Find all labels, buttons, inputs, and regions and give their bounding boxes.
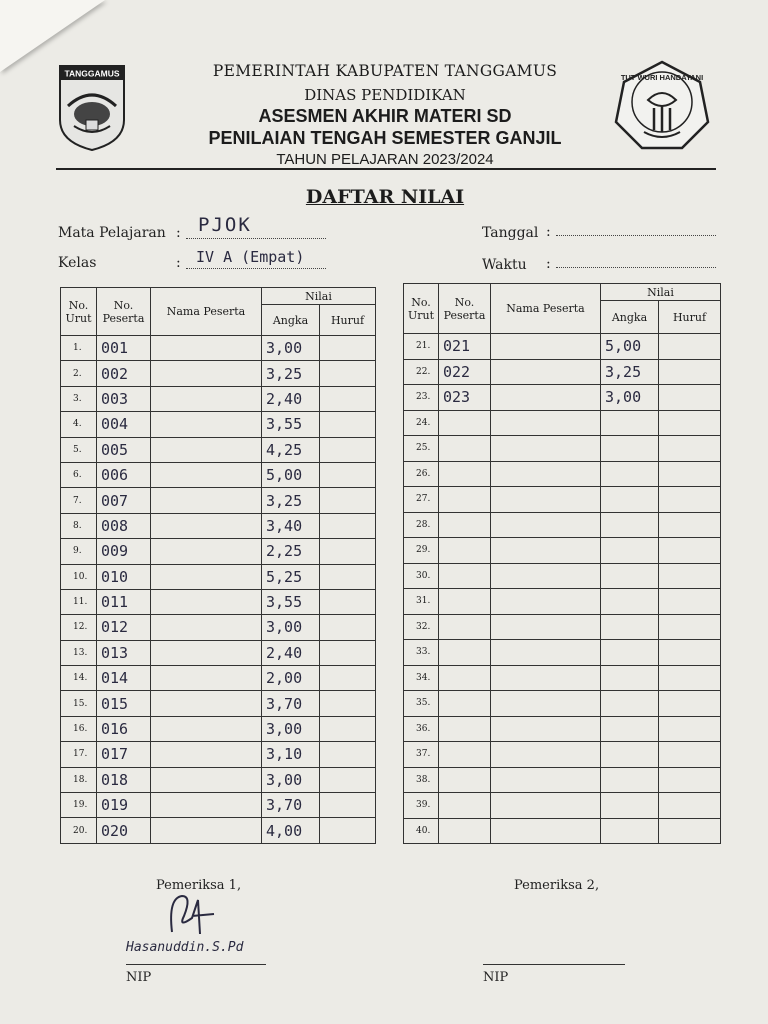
table-row [404,461,721,487]
col-header-no-urut: No. Urut [404,284,439,334]
participant-number: 019 [97,793,151,818]
tanggal-dotted-line [556,235,716,236]
row-number: 7. [61,488,97,513]
score-letter-cell [320,666,376,691]
score-letter-cell [659,436,721,462]
signature-line-2 [483,964,625,965]
participant-name-cell [491,410,601,436]
participant-number [439,487,491,513]
participant-name-cell [491,334,601,360]
col-header-no-peserta: No. Peserta [439,284,491,334]
participant-number: 007 [97,488,151,513]
table-row [404,487,721,513]
score-letter-cell [320,691,376,716]
score-letter-cell [320,767,376,792]
participant-name-cell [151,488,262,513]
signer-1-name: Hasanuddin.S.Pd [126,940,244,955]
participant-name-cell [151,589,262,614]
score-letter-cell [320,615,376,640]
score-letter-cell [659,461,721,487]
participant-number: 015 [97,691,151,716]
participant-name-cell [151,361,262,386]
score-number [601,640,659,666]
participant-name-cell [151,615,262,640]
tut-wuri-handayani-emblem [614,60,710,152]
participant-number [439,512,491,538]
participant-name-cell [491,742,601,768]
score-letter-cell [320,336,376,361]
score-number: 3,40 [262,513,320,538]
row-number: 21. [404,334,439,360]
row-number: 38. [404,767,439,793]
grades-table-left [60,287,376,844]
participant-number [439,589,491,615]
row-number: 14. [61,666,97,691]
score-number: 3,25 [262,488,320,513]
row-number: 22. [404,359,439,385]
participant-number [439,436,491,462]
score-number: 3,00 [262,767,320,792]
score-number: 5,25 [262,564,320,589]
participant-name-cell [491,461,601,487]
score-letter-cell [320,589,376,614]
score-letter-cell [320,462,376,487]
score-number: 3,00 [262,716,320,741]
row-number: 29. [404,538,439,564]
participant-number [439,665,491,691]
participant-number [439,614,491,640]
score-number [601,793,659,819]
score-number: 5,00 [262,462,320,487]
participant-name-cell [491,716,601,742]
participant-number: 009 [97,539,151,564]
participant-number: 001 [97,336,151,361]
table-row [61,716,376,741]
row-number: 34. [404,665,439,691]
table-row [404,563,721,589]
row-number: 10. [61,564,97,589]
row-number: 8. [61,513,97,538]
signature-line-1 [126,964,266,965]
mata-dotted-line [186,238,326,239]
participant-number: 018 [97,767,151,792]
participant-number [439,742,491,768]
participant-name-cell [491,512,601,538]
score-letter-cell [659,614,721,640]
row-number: 26. [404,461,439,487]
score-number [601,818,659,844]
table-row [404,538,721,564]
participant-name-cell [491,589,601,615]
participant-number [439,461,491,487]
participant-number [439,716,491,742]
score-number [601,410,659,436]
participant-number: 011 [97,589,151,614]
score-letter-cell [320,818,376,843]
page-title: DAFTAR NILAI [305,186,465,208]
participant-name-cell [151,666,262,691]
score-number: 3,25 [601,359,659,385]
table-row [61,589,376,614]
score-number: 3,70 [262,691,320,716]
row-number: 24. [404,410,439,436]
row-number: 11. [61,589,97,614]
row-number: 20. [61,818,97,843]
score-number [601,691,659,717]
participant-name-cell [151,513,262,538]
score-number [601,512,659,538]
kelas-colon: : [176,255,181,271]
participant-number: 010 [97,564,151,589]
col-header-huruf: Huruf [659,301,721,334]
table-row [61,640,376,665]
table-row [61,488,376,513]
grades-table-right [403,283,721,844]
score-letter-cell [659,359,721,385]
table-row [61,818,376,843]
score-letter-cell [320,412,376,437]
col-header-no-urut: No. Urut [61,288,97,336]
participant-name-cell [151,386,262,411]
participant-number: 023 [439,385,491,411]
row-number: 36. [404,716,439,742]
participant-number [439,818,491,844]
participant-number [439,793,491,819]
table-row [61,666,376,691]
table-row [404,716,721,742]
participant-name-cell [151,336,262,361]
participant-number [439,563,491,589]
col-header-no-peserta: No. Peserta [97,288,151,336]
col-header-angka: Angka [262,305,320,336]
waktu-label: Waktu [482,257,527,273]
row-number: 37. [404,742,439,768]
score-number [601,487,659,513]
participant-name-cell [491,614,601,640]
row-number: 4. [61,412,97,437]
nip-label-1: NIP [126,970,152,985]
participant-name-cell [491,793,601,819]
table-row [61,462,376,487]
score-letter-cell [659,640,721,666]
participant-name-cell [491,538,601,564]
kelas-dotted-line [186,268,326,269]
participant-name-cell [151,742,262,767]
table-row [61,564,376,589]
col-header-huruf: Huruf [320,305,376,336]
participant-number: 021 [439,334,491,360]
table-row [61,767,376,792]
participant-number: 008 [97,513,151,538]
score-number: 2,25 [262,539,320,564]
pemeriksa-2-label: Pemeriksa 2, [514,878,600,893]
signature-mark [162,888,218,940]
row-number: 28. [404,512,439,538]
waktu-dotted-line [556,267,716,268]
score-number: 3,00 [262,336,320,361]
participant-name-cell [151,412,262,437]
row-number: 25. [404,436,439,462]
waktu-colon: : [546,256,551,272]
score-number: 3,00 [262,615,320,640]
score-letter-cell [659,487,721,513]
score-number: 3,55 [262,412,320,437]
score-letter-cell [659,793,721,819]
participant-number [439,640,491,666]
score-letter-cell [320,386,376,411]
participant-number: 004 [97,412,151,437]
row-number: 32. [404,614,439,640]
score-number: 5,00 [601,334,659,360]
participant-number: 006 [97,462,151,487]
participant-name-cell [151,539,262,564]
score-letter-cell [320,437,376,462]
table-row [61,742,376,767]
row-number: 3. [61,386,97,411]
tanggal-label: Tanggal [482,225,539,241]
row-number: 12. [61,615,97,640]
table-row [61,691,376,716]
row-number: 2. [61,361,97,386]
participant-number: 016 [97,716,151,741]
participant-name-cell [491,563,601,589]
score-number: 3,70 [262,793,320,818]
score-letter-cell [320,742,376,767]
table-row [404,359,721,385]
score-number [601,563,659,589]
participant-name-cell [491,767,601,793]
score-letter-cell [659,716,721,742]
score-letter-cell [659,385,721,411]
participant-number [439,538,491,564]
score-letter-cell [659,563,721,589]
participant-number [439,410,491,436]
score-number [601,436,659,462]
row-number: 30. [404,563,439,589]
participant-number: 020 [97,818,151,843]
participant-name-cell [151,818,262,843]
col-header-nama: Nama Peserta [151,288,262,336]
row-number: 35. [404,691,439,717]
score-number: 3,55 [262,589,320,614]
score-number [601,716,659,742]
table-row [61,361,376,386]
header-rule [56,168,716,170]
table-row [404,818,721,844]
row-number: 39. [404,793,439,819]
header-exam-title: ASESMEN AKHIR MATERI SD [258,106,512,126]
table-row [404,334,721,360]
mata-pelajaran-value: PJOK [198,214,252,236]
score-letter-cell [659,742,721,768]
participant-number: 022 [439,359,491,385]
participant-name-cell [491,385,601,411]
tanggamus-emblem [56,62,128,152]
table-row [404,512,721,538]
row-number: 33. [404,640,439,666]
mata-colon: : [176,225,181,241]
score-letter-cell [659,410,721,436]
table-row [404,614,721,640]
row-number: 9. [61,539,97,564]
participant-name-cell [151,462,262,487]
score-number [601,589,659,615]
score-letter-cell [320,640,376,665]
table-row [404,691,721,717]
row-number: 5. [61,437,97,462]
score-letter-cell [659,665,721,691]
table-row [61,437,376,462]
score-letter-cell [320,716,376,741]
score-number: 2,00 [262,666,320,691]
participant-name-cell [491,359,601,385]
score-letter-cell [320,488,376,513]
table-row [404,640,721,666]
score-number: 4,00 [262,818,320,843]
row-number: 16. [61,716,97,741]
participant-number: 012 [97,615,151,640]
participant-number [439,691,491,717]
table-row [61,793,376,818]
nip-label-2: NIP [483,970,509,985]
score-number [601,538,659,564]
header-academic-year: TAHUN PELAJARAN 2023/2024 [276,151,494,168]
score-letter-cell [659,818,721,844]
score-number: 3,25 [262,361,320,386]
participant-name-cell [151,793,262,818]
participant-name-cell [491,640,601,666]
score-letter-cell [659,589,721,615]
participant-number: 005 [97,437,151,462]
participant-number: 014 [97,666,151,691]
table-row [404,793,721,819]
header-department: DINAS PENDIDIKAN [304,86,466,104]
svg-text:TUT WURI HANDAYANI: TUT WURI HANDAYANI [620,73,704,82]
score-letter-cell [659,767,721,793]
score-number: 2,40 [262,640,320,665]
col-header-nama: Nama Peserta [491,284,601,334]
score-number [601,614,659,640]
participant-name-cell [491,436,601,462]
score-letter-cell [320,539,376,564]
score-letter-cell [659,334,721,360]
participant-number: 002 [97,361,151,386]
participant-number: 013 [97,640,151,665]
kelas-value: IV A (Empat) [196,248,305,266]
table-row [61,336,376,361]
participant-number: 003 [97,386,151,411]
score-number [601,665,659,691]
mata-pelajaran-label: Mata Pelajaran [58,225,166,241]
svg-text:TANGGAMUS: TANGGAMUS [64,68,120,79]
row-number: 27. [404,487,439,513]
score-number [601,767,659,793]
score-number: 3,10 [262,742,320,767]
score-letter-cell [320,361,376,386]
row-number: 40. [404,818,439,844]
score-number: 2,40 [262,386,320,411]
participant-name-cell [151,437,262,462]
score-number [601,461,659,487]
score-letter-cell [320,793,376,818]
participant-name-cell [151,767,262,792]
score-number [601,742,659,768]
table-row [404,436,721,462]
participant-name-cell [491,691,601,717]
kelas-label: Kelas [58,255,97,271]
table-row [404,410,721,436]
table-row [61,412,376,437]
table-row [61,539,376,564]
header-exam-subtitle: PENILAIAN TENGAH SEMESTER GANJIL [208,128,562,148]
score-letter-cell [659,691,721,717]
row-number: 17. [61,742,97,767]
participant-name-cell [151,691,262,716]
participant-name-cell [491,487,601,513]
table-row [404,589,721,615]
score-number: 4,25 [262,437,320,462]
row-number: 15. [61,691,97,716]
table-row [404,385,721,411]
participant-name-cell [151,564,262,589]
score-number: 3,00 [601,385,659,411]
pemeriksa-1-label: Pemeriksa 1, [156,878,242,893]
header-government: PEMERINTAH KABUPATEN TANGGAMUS [212,62,558,80]
participant-name-cell [491,665,601,691]
participant-name-cell [151,640,262,665]
tanggal-colon: : [546,224,551,240]
table-row [61,615,376,640]
row-number: 31. [404,589,439,615]
table-row [404,767,721,793]
table-row [404,665,721,691]
row-number: 19. [61,793,97,818]
participant-number [439,767,491,793]
participant-name-cell [151,716,262,741]
table-row [61,513,376,538]
table-row [404,742,721,768]
score-letter-cell [320,564,376,589]
score-letter-cell [320,513,376,538]
row-number: 18. [61,767,97,792]
col-header-nilai: Nilai [262,288,376,305]
row-number: 6. [61,462,97,487]
score-letter-cell [659,512,721,538]
row-number: 1. [61,336,97,361]
score-letter-cell [659,538,721,564]
table-row [61,386,376,411]
participant-name-cell [491,818,601,844]
row-number: 23. [404,385,439,411]
col-header-nilai: Nilai [601,284,721,301]
col-header-angka: Angka [601,301,659,334]
row-number: 13. [61,640,97,665]
participant-number: 017 [97,742,151,767]
